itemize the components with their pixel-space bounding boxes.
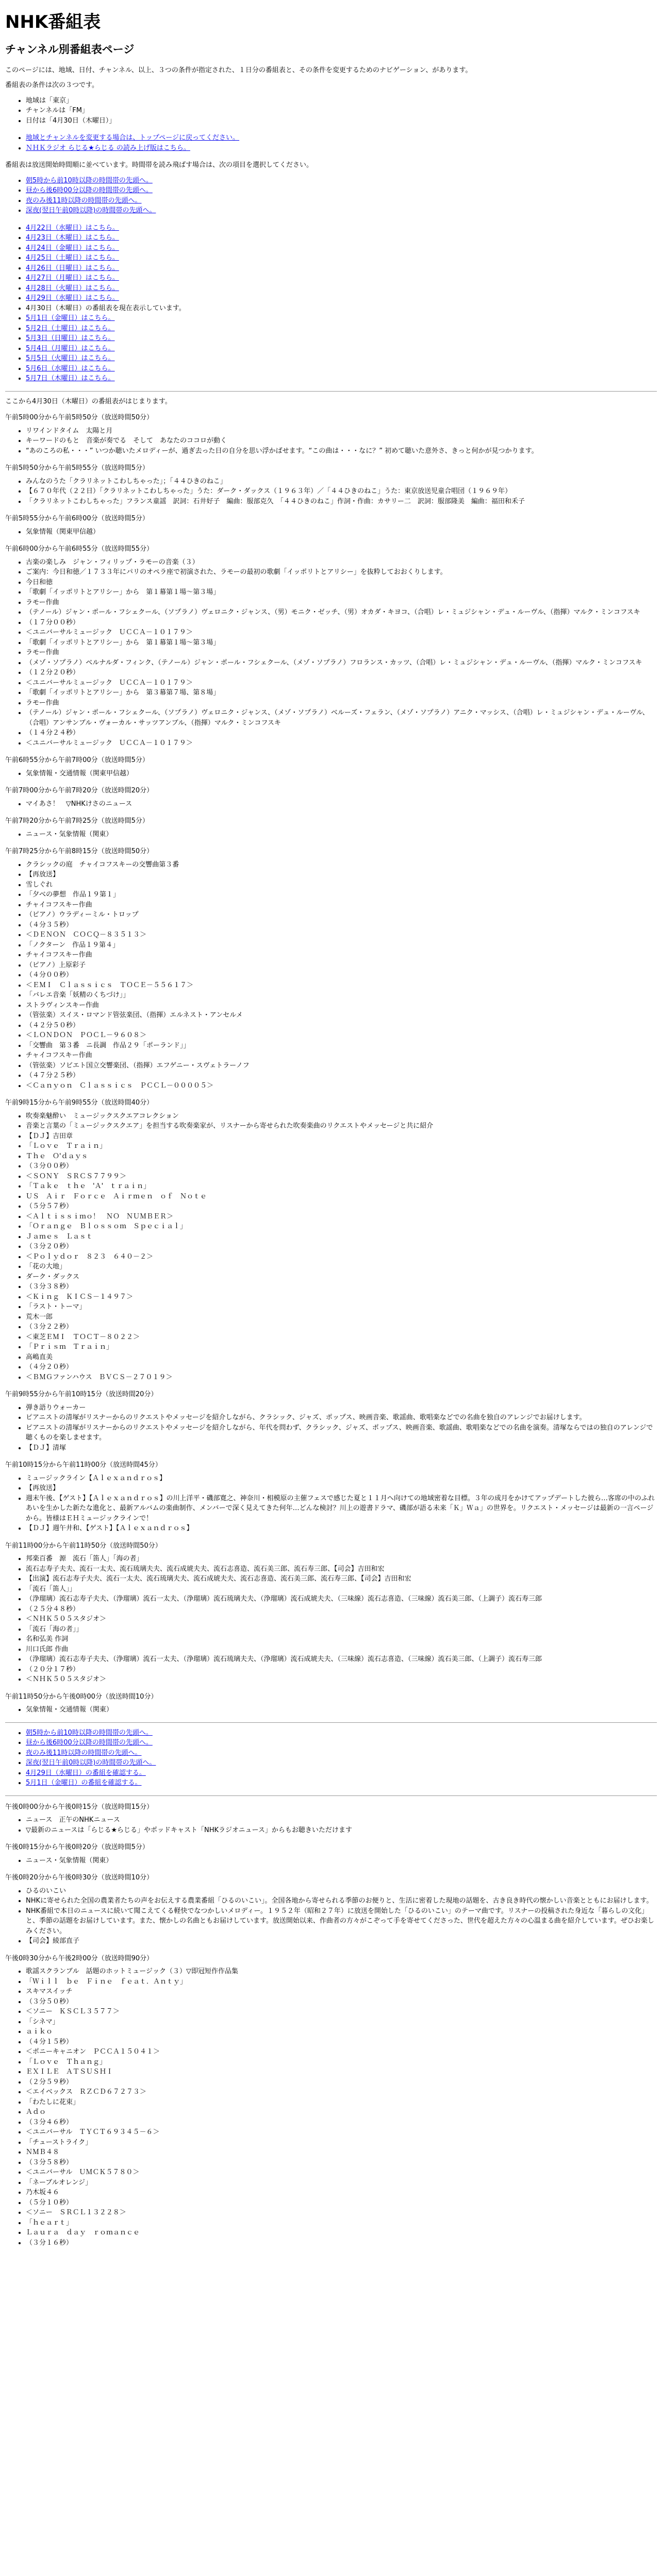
program-detail-line: • （ピアノ）ウラディーミル・トロップ bbox=[26, 910, 657, 920]
program-time: 午後0時15分から午後0時20分（放送時間5分） bbox=[5, 1843, 149, 1851]
date-link[interactable]: 5月5日（火曜日）はこちら。 bbox=[26, 354, 115, 362]
program-detail-line: • 「ラスト・トーマ」 bbox=[26, 1302, 657, 1312]
program-detail-line: • （４分１５秒） bbox=[26, 2037, 657, 2047]
program-detail-line: • “あのころの私・・・” いつか聴いたメロディーが、過ぎ去った日の自分を思い浮かばせます。“この曲は・・・なに？” 初めて聴いた意外さ、きっと何かが見つかります。 bbox=[26, 446, 657, 456]
program-detail-line: • 「流石「海の者」」 bbox=[26, 1624, 657, 1635]
program-detail-line: • 「歌劇「イッポリトとアリシー」から 第１幕第１場～第３場」 bbox=[26, 638, 657, 648]
program-detail-line: • ＜ソニー ＫＳＣＬ３５７７＞ bbox=[26, 2007, 657, 2017]
program-detail-line: • （５分１０秒） bbox=[26, 2198, 657, 2208]
program-time: 午前5時50分から午前5時55分（放送時間5分） bbox=[5, 464, 149, 472]
program-detail-line: • （２分５９秒） bbox=[26, 2077, 657, 2088]
program-detail-line: • （３分２２秒） bbox=[26, 1322, 657, 1332]
program-detail-line: • ＜ＮＨＫ５０５スタジオ＞ bbox=[26, 1674, 657, 1685]
program-detail-line: • ひるのいこい bbox=[26, 1886, 657, 1896]
program-list bbox=[5, 413, 657, 1715]
program-detail-line: • チャイコフスキー作曲 bbox=[26, 950, 657, 960]
program-detail-line: • Ｊａｍｅｓ Ｌａｓｔ bbox=[26, 1232, 657, 1242]
program-block bbox=[5, 1098, 657, 1382]
divider bbox=[5, 391, 657, 392]
program-details bbox=[5, 1473, 657, 1534]
program-detail-line: • ＜ＮＨＫ５０５スタジオ＞ bbox=[26, 1614, 657, 1624]
program-detail-line: • 気象情報（関東甲信越） bbox=[26, 527, 657, 537]
program-details bbox=[5, 527, 657, 537]
time-link-afternoon[interactable]: 昼から後6時00分以降の時間帯の先頭へ。 bbox=[26, 187, 153, 194]
program-detail-line: • 「ネーブルオレンジ」 bbox=[26, 2178, 657, 2188]
program-block bbox=[5, 463, 657, 506]
program-block bbox=[5, 1692, 657, 1715]
program-detail-line: • （管弦楽）スイス・ロマンド管弦楽団、（指揮）エルネスト・アンセルメ bbox=[26, 1010, 657, 1021]
program-block bbox=[5, 1842, 657, 1866]
program-detail-line: • （３分５８秒） bbox=[26, 2158, 657, 2168]
program-detail-line: • ＜ＬＯＮＤＯＮ ＰＯＣＬ－９６０８＞ bbox=[26, 1030, 657, 1041]
program-block bbox=[5, 1389, 657, 1453]
page-subtitle: チャンネル別番組表ページ bbox=[5, 43, 135, 56]
program-detail-line: • 「わたしに花束」 bbox=[26, 2097, 657, 2108]
program-detail-line: • ニュース・気象情報（関東） bbox=[26, 829, 657, 840]
program-detail-line: • 「Ｐｒｉｓｍ Ｔｒａｉｎ」 bbox=[26, 1342, 657, 1352]
program-detail-line: • ＜ユニバーサルミュージック ＵＣＣＡ－１０１７９＞ bbox=[26, 738, 657, 749]
time-links bbox=[5, 176, 657, 216]
program-time: 午前11時00分から午前11時50分（放送時間50分） bbox=[5, 1541, 162, 1550]
program-detail-line: • 【ＤＪ】清塚 bbox=[26, 1443, 657, 1453]
date-link[interactable]: 5月2日（土曜日）はこちら。 bbox=[26, 324, 115, 332]
program-block bbox=[5, 846, 657, 1091]
program-detail-line: • 「チューストライク」 bbox=[26, 2138, 657, 2148]
program-detail-line: • 乃木坂４６ bbox=[26, 2188, 657, 2198]
program-time: 午前9時15分から午前9時55分（放送時間40分） bbox=[5, 1099, 154, 1107]
program-detail-line: • 「歌劇「イッポリトとアリシー」から 第３幕第７場、第８場」 bbox=[26, 688, 657, 698]
program-block bbox=[5, 1541, 657, 1685]
program-detail-line: • ピアニストの清塚がリスナーからのリクエストやメッセージを紹介しながら、年代を問わず、クラシック、ジャズ、ポップス、映画音楽、歌謡曲、歌唱楽などでの名曲を演奏。清塚ならではの独自のアレンジで聴くものを楽しませます。 bbox=[26, 1423, 657, 1443]
page-title: NHK番組表 bbox=[5, 12, 101, 32]
program-detail-line: • 【６７０年代（２２日）「クラリネットこわしちゃった」うた：ダーク・ダックス（１９６３年）／「４４ひきのねこ」うた：東京放送児童合唱団（１９６９年） bbox=[26, 486, 657, 497]
nav-link[interactable]: 4月29日（水曜日）の番組を確認する。 bbox=[26, 1769, 146, 1777]
program-detail-line: • ＜Ｋｉｎｇ ＫＩＣＳ－１４９７＞ bbox=[26, 1292, 657, 1302]
program-block bbox=[5, 1954, 657, 2248]
date-link[interactable]: 4月29日（水曜日）はこちら。 bbox=[26, 294, 119, 302]
program-details bbox=[5, 1554, 657, 1685]
date-link[interactable]: 5月6日（水曜日）はこちら。 bbox=[26, 364, 115, 372]
nav-link[interactable]: 深夜(翌日午前0時以降)の時間帯の先頭へ。 bbox=[26, 1759, 156, 1767]
program-detail-line: • ＜ユニバーサル ＵＭＣＫ５７８０＞ bbox=[26, 2167, 657, 2178]
program-detail-line: • 歌謡スクランブル 話題のホットミュージック（３）▽即冠短作作品集 bbox=[26, 1967, 657, 1977]
program-detail-line: • ＜ＥＭＩ Ｃｌａｓｓｉｃｓ ＴＯＣＥ－５５６１７＞ bbox=[26, 980, 657, 991]
program-block bbox=[5, 514, 657, 537]
program-detail-line: • （１４分２４秒） bbox=[26, 728, 657, 738]
program-detail-line: • ＜Ａｌｔｉｓｓｉｍｏ！ ＮＯ ＮＵＭＢＥＲ＞ bbox=[26, 1212, 657, 1222]
program-block bbox=[5, 1460, 657, 1534]
program-time: 午前7時20分から午前7時25分（放送時間5分） bbox=[5, 817, 149, 825]
program-detail-line: • 週末午後、【ゲスト】【Ａｌｅｘａｎｄｒｏｓ】の川上洋平・磯部寛之、神奈川・相模原の主催フェスで感じた夏と１１月へ向けての地域密着な目標。３年の成月をかけてアップデートした彼ら…客席の中のふれあいを生かした新たな進化と、最新アルバムの楽曲制作、メンバーで深く見えてきた何年…どんな検討？川上の遊書ドラマ、磯部が語る未来「Ｋ」Ｗａ」の世界を。リクエスト・メッセージは最新の一言ページから。皆様はＥＨミュージックラインで！ bbox=[26, 1494, 657, 1524]
date-link[interactable]: 5月1日（金曜日）はこちら。 bbox=[26, 314, 115, 322]
program-detail-line: • 「交響曲 第３番 ニ長調 作品２９「ポーランド」」 bbox=[26, 1041, 657, 1051]
program-detail-line: • （１２分２０秒） bbox=[26, 668, 657, 678]
program-detail-line: • ＜ポニーキャニオン ＰＣＣＡ１５０４１＞ bbox=[26, 2047, 657, 2057]
condition-links bbox=[5, 133, 657, 153]
divider bbox=[5, 1795, 657, 1796]
program-time: 午前5時55分から午前6時00分（放送時間5分） bbox=[5, 515, 149, 522]
program-detail-line: • Ｔｈｅ Ｏ'ｄａｙｓ bbox=[26, 1151, 657, 1162]
time-link-late-night[interactable]: 深夜(翌日午前0時以降)の時間帯の先頭へ。 bbox=[26, 207, 156, 214]
program-time: 午前10時15分から午前11時00分（放送時間45分） bbox=[5, 1461, 162, 1469]
program-detail-line: • 「Ｏｒａｎｇｅ Ｂｌｏｓｓｏｍ Ｓｐｅｃｉａｌ」 bbox=[26, 1222, 657, 1232]
program-detail-line: • 「花の大地」 bbox=[26, 1262, 657, 1272]
program-detail-line: • 荒木一郎 bbox=[26, 1312, 657, 1323]
schedule-heading: ここから4月30日（木曜日）の番組表がはじまります。 bbox=[5, 397, 172, 405]
date-link[interactable]: 4月27日（月曜日）はこちら。 bbox=[26, 274, 119, 282]
program-detail-line: • （管弦楽）ソビエト国立交響楽団、（指揮）エフゲニー・スヴェトラーノフ bbox=[26, 1061, 657, 1071]
program-details bbox=[5, 769, 657, 779]
program-detail-line: • 今日和徳 bbox=[26, 578, 657, 588]
program-details bbox=[5, 1815, 657, 1835]
program-block bbox=[5, 1873, 657, 1946]
program-detail-line: • ＜ＤＥＮＯＮ ＣＯＣＱ－８３５１３＞ bbox=[26, 930, 657, 940]
program-detail-line: • ＜ユニバーサル ＴＹＣＴ６９３４５－６＞ bbox=[26, 2127, 657, 2138]
condition-region: • 地域は「東京」 bbox=[26, 96, 657, 106]
mid-links bbox=[5, 1728, 657, 1788]
program-detail-line: • 【司会】綾部直子 bbox=[26, 1936, 657, 1946]
condition-date: • 日付は「4月30日（木曜日）」 bbox=[26, 116, 657, 126]
program-detail-line: • ＥＸＩＬＥ ＡＴＳＵＳＨＩ bbox=[26, 2067, 657, 2077]
time-link-night[interactable]: 夜のみ後11時以降の時間帯の先頭へ。 bbox=[26, 196, 142, 205]
program-detail-line: • （３分１６秒） bbox=[26, 2238, 657, 2248]
program-detail-line: • マイあさ！ ▽NHKけさのニュース bbox=[26, 799, 657, 809]
program-detail-line: • ＜ユニバーサルミュージック ＵＣＣＡ－１０１７９＞ bbox=[26, 678, 657, 688]
program-block bbox=[5, 413, 657, 456]
program-detail-line: • ＵＳ Ａｉｒ Ｆｏｒｃｅ Ａｉｒｍｅｎ ｏｆ Ｎｏｔｅ bbox=[26, 1192, 657, 1202]
program-detail-line: • ミュージックライン【Ａｌｅｘａｎｄｒｏｓ】 bbox=[26, 1473, 657, 1484]
program-detail-line: • 「ｈｅａｒｔ」 bbox=[26, 2218, 657, 2228]
program-detail-line: • みんなのうた「クラリネットこわしちゃった」；「４４ひきのねこ」 bbox=[26, 477, 657, 487]
program-detail-line: • ａｉｋｏ bbox=[26, 2027, 657, 2037]
program-detail-line: • ＜ユニバーサルミュージック ＵＣＣＡ－１０１７９＞ bbox=[26, 628, 657, 638]
program-detail-line: • 「Ｌｏｖｅ Ｔｈａｎｇ」 bbox=[26, 2057, 657, 2067]
nav-link[interactable]: 朝5時から前10時以降の時間帯の先頭へ。 bbox=[26, 1728, 153, 1737]
program-detail-line: • ＜Ｃａｎｙｏｎ Ｃｌａｓｓｉｃｓ ＰＣＣＬ－００００５＞ bbox=[26, 1081, 657, 1091]
program-detail-line: • 「シネマ」 bbox=[26, 2017, 657, 2027]
program-block bbox=[5, 755, 657, 778]
program-details bbox=[5, 477, 657, 507]
nav-link[interactable]: 夜のみ後11時以降の時間帯の先頭へ。 bbox=[26, 1749, 142, 1757]
program-detail-line: • ニュース・気象情報（関東） bbox=[26, 1856, 657, 1866]
datetime-note: 番組表は放送開始時間順に並べています。時間帯を読み飛ばす場合は、次の項目を選択してください。 bbox=[5, 161, 313, 169]
program-time: 午前7時00分から午前7時20分（放送時間20分） bbox=[5, 787, 154, 794]
program-detail-line: • 「夕べの夢想 作品１９第１」 bbox=[26, 890, 657, 900]
date-current: 4月30日（木曜日）の番組表を現在表示しています。 bbox=[26, 304, 186, 312]
program-details bbox=[5, 860, 657, 1091]
program-detail-line: • ストラヴィンスキー作曲 bbox=[26, 1001, 657, 1011]
program-list-afternoon bbox=[5, 1802, 657, 2248]
program-details bbox=[5, 829, 657, 840]
program-detail-line: • キーワードのもと 音楽が奏でる そして あなたのココロが動く bbox=[26, 436, 657, 446]
date-link[interactable]: 5月4日（月曜日）はこちら。 bbox=[26, 344, 115, 352]
program-block bbox=[5, 544, 657, 748]
program-detail-line: • スキマスイッチ bbox=[26, 1987, 657, 1997]
program-detail-line: • （３分２０秒） bbox=[26, 1242, 657, 1252]
program-detail-line: • 「Ｗｉｌｌ ｂｅ Ｆｉｎｅ ｆｅａｔ．Ａｎｔｙ」 bbox=[26, 1977, 657, 1987]
program-detail-line: • （メゾ・ソプラノ）ベルナルダ・フィンク、（テノール）ジャン・ポール・フシェクール、（メゾ・ソプラノ）フロランス・カッツ、（合唱）レ・ミュジシャン・デュ・ルーヴル、（指揮）マルク・ミンコフスキ bbox=[26, 658, 657, 668]
program-detail-line: • ＜Ｐｏｌｙｄｏｒ ８２３ ６４０－２＞ bbox=[26, 1252, 657, 1262]
program-details bbox=[5, 1403, 657, 1453]
program-detail-line: • 古楽の楽しみ ジャン・フィリップ・ラモーの音楽（３） bbox=[26, 557, 657, 568]
program-detail-line: • （３分４６秒） bbox=[26, 2117, 657, 2128]
program-time: 午前11時50分から午後0時00分（放送時間10分） bbox=[5, 1692, 158, 1701]
program-detail-line: • ＮＭＢ４８ bbox=[26, 2147, 657, 2158]
program-details bbox=[5, 1705, 657, 1715]
program-detail-line: • ラモー作曲 bbox=[26, 648, 657, 658]
program-time: 午前6時55分から午前7時00分（放送時間5分） bbox=[5, 756, 149, 764]
change-region-link[interactable]: 地域とチャンネルを変更する場合は、トップページに戻ってください。 bbox=[26, 134, 240, 142]
date-link[interactable]: 5月3日（日曜日）はこちら。 bbox=[26, 334, 115, 342]
program-detail-line: • 吹奏楽魅酔い ミュージックスクエアコレクション bbox=[26, 1111, 657, 1122]
date-link[interactable]: 4月25日（土曜日）はこちら。 bbox=[26, 254, 119, 262]
program-block bbox=[5, 816, 657, 839]
program-detail-line: • NHKに寄せられた全国の農業者たちの声をお伝えする農業番組「ひるのいこい」。全国各地から寄せられる季節のお便りと、生活に密着した現地の話題を、古き良き時代の懐かしい音楽とともにお届けします。 bbox=[26, 1896, 657, 1906]
date-link[interactable]: 4月22日（水曜日）はこちら。 bbox=[26, 224, 119, 232]
program-detail-line: • チャイコフスキー作曲 bbox=[26, 900, 657, 910]
program-detail-line: • 【ＤＪ】週午井和、【ゲスト】【Ａｌｅｘａｎｄｒｏｓ】 bbox=[26, 1523, 657, 1534]
program-detail-line: • ＜ＢＭＧファンハウス ＢＶＣＳ－２７０１９＞ bbox=[26, 1372, 657, 1383]
nav-link[interactable]: 5月1日（金曜日）の番組を確認する。 bbox=[26, 1779, 142, 1787]
program-detail-line: • （３分５０秒） bbox=[26, 1997, 657, 2007]
program-detail-line: • ＜東芝ＥＭＩ ＴＯＣＴ－８０２２＞ bbox=[26, 1332, 657, 1343]
program-detail-line: • ラモー作曲 bbox=[26, 698, 657, 708]
program-detail-line: • ダーク・ダックス bbox=[26, 1272, 657, 1282]
program-detail-line: • 「流石「笛人」」 bbox=[26, 1584, 657, 1595]
program-detail-line: • リワインドタイム 太陽と月 bbox=[26, 426, 657, 436]
program-time: 午前9時55分から午前10時15分（放送時間20分） bbox=[5, 1391, 158, 1398]
program-detail-line: • ＜ソニー ＳＲＣＬ１３２２８＞ bbox=[26, 2208, 657, 2218]
program-detail-line: • 【再放送】 bbox=[26, 1483, 657, 1494]
program-detail-line: • 音楽と言葉の「ミュージックスクエア」を担当する吹奏楽家が、リスナーから寄せられた吹奏楽曲のリクエストやメッセージと共に紹介 bbox=[26, 1121, 657, 1131]
program-detail-line: • ピアニストの清塚がリスナーからのリクエストやメッセージを紹介しながら、クラシック、ジャズ、ポップス、映画音楽、歌謡曲、歌唱楽などでの名曲を独自のアレンジでお届けします。 bbox=[26, 1413, 657, 1423]
program-time: 午後0時00分から午後0時15分（放送時間15分） bbox=[5, 1803, 154, 1811]
program-detail-line: • 【出演】流石志寿子夫夫、流石一太夫、流石琉璃夫夫、流石成琥夫夫、流石志喜造、流石美三郎、流石寿三郎、【司会】吉田和宏 bbox=[26, 1574, 657, 1584]
program-time: 午後0時20分から午後0時30分（放送時間10分） bbox=[5, 1874, 154, 1882]
program-time: 午前6時00分から午前6時55分（放送時間55分） bbox=[5, 545, 154, 553]
intro-text: このページには、地域、日付、チャンネル、以上、３つの条件が指定された、１日分の番組表と、その条件を変更するためのナビゲーション、があります。 bbox=[5, 66, 472, 74]
program-details bbox=[5, 1111, 657, 1383]
program-detail-line: • 名和弘美 作詞 bbox=[26, 1634, 657, 1645]
conditions-list bbox=[5, 96, 657, 126]
program-detail-line: • ▽最新のニュースは「らじる★らじる」やポッドキャスト「NHKラジオニュース」からもお聴きいただけます bbox=[26, 1825, 657, 1836]
date-links bbox=[5, 223, 657, 384]
program-detail-line: • 「バレエ音楽「妖精のくちづけ」」 bbox=[26, 990, 657, 1001]
program-detail-line: • （３分００秒） bbox=[26, 1161, 657, 1172]
date-link[interactable]: 5月7日（木曜日）はこちら。 bbox=[26, 375, 115, 382]
program-detail-line: • ラモー作曲 bbox=[26, 598, 657, 608]
program-detail-line: • 弾き語りウォーカー bbox=[26, 1403, 657, 1413]
program-detail-line: • NHK番組で本日のニュースに続いて聞こえてくる軽快でなつかしいメロディー。１９５２年（昭和２７年）に放送を開始した「ひるのいこい」のテーマ曲です。リスナーの投稿された身近な「暮らしの文化」と、季節の話題をお届けしています。また、懐かしの名曲ともお届けしています。放送開始以来、作曲者の方々がこぞって手を寄せてくださった、世代を超えた方々の心温まる曲を紹介しています。ぜひお楽しみください。 bbox=[26, 1906, 657, 1937]
date-link[interactable]: 4月23日（木曜日）はこちら。 bbox=[26, 234, 119, 242]
program-detail-line: • ＜ＳＯＮＹ ＳＲＣＳ７７９９＞ bbox=[26, 1172, 657, 1182]
program-detail-line: • Ａｄｏ bbox=[26, 2107, 657, 2117]
program-block bbox=[5, 1802, 657, 1836]
program-details bbox=[5, 1967, 657, 2248]
program-detail-line: • ご案内：今日和徳／１７３３年にパリのオペラ座で初演された、ラモーの最初の歌劇「イッポリトとアリシー」を抜粋しておおくりします。 bbox=[26, 567, 657, 578]
program-detail-line: • （浄瑠璃）流石志寿子夫夫、（浄瑠璃）流石一太夫、（浄瑠璃）流石琉璃夫夫、（浄瑠璃）流石成琥夫夫、（三味線）流石志喜造、（三味線）流石美三郎、（上調子）流石寿三郎 bbox=[26, 1594, 657, 1604]
program-detail-line: • （４分２０秒） bbox=[26, 1362, 657, 1372]
program-details bbox=[5, 1886, 657, 1946]
program-detail-line: • 川口氏郎 作曲 bbox=[26, 1645, 657, 1655]
program-time: 午前5時00分から午前5時50分（放送時間50分） bbox=[5, 414, 154, 421]
program-detail-line: • Ｌａｕｒａ ｄａｙ ｒｏｍａｎｃｅ bbox=[26, 2228, 657, 2238]
program-detail-line: • （４分３５秒） bbox=[26, 920, 657, 930]
program-detail-line: • 高嶋直美 bbox=[26, 1352, 657, 1363]
program-detail-line: • 「歌劇「イッポリトとアリシー」から 第１幕第１場～第３場」 bbox=[26, 587, 657, 598]
time-link-morning[interactable]: 朝5時から前10時以降の時間帯の先頭へ。 bbox=[26, 176, 153, 184]
program-block bbox=[5, 786, 657, 809]
program-time: 午後0時30分から午後2時00分（放送時間90分） bbox=[5, 1954, 154, 1962]
program-detail-line: • 流石志寿子夫夫、流石一太夫、流石琉璃夫夫、流石成琥夫夫、流石志喜造、流石美三郎、流石寿三郎、【司会】吉田和宏 bbox=[26, 1564, 657, 1574]
program-detail-line: • 「Ｌｏｖｅ Ｔｒａｉｎ」 bbox=[26, 1141, 657, 1151]
program-detail-line: • （浄瑠璃）流石志寿子夫夫、（浄瑠璃）流石一太夫、（浄瑠璃）流石琉璃夫夫、（浄瑠璃）流石成琥夫夫、（三味線）流石志喜造、（三味線）流石美三郎、（上調子）流石寿三郎 bbox=[26, 1654, 657, 1665]
program-detail-line: • （４７分２５秒） bbox=[26, 1071, 657, 1081]
program-detail-line: • 「クラリネットこわしちゃった」フランス童謡 訳詞：石井好子 編曲：服部克久 「４４ひきのねこ」作詞・作曲：カサリー二 訳詞：服部隆美 編曲：福田和禾子 bbox=[26, 497, 657, 507]
program-detail-line: • （４分００秒） bbox=[26, 970, 657, 980]
radiru-link[interactable]: ＮＨＫラジオ らじる★らじる の読み上げ版はこちら。 bbox=[26, 144, 190, 152]
program-detail-line: • （４２分５０秒） bbox=[26, 1021, 657, 1031]
program-details bbox=[5, 1856, 657, 1866]
program-detail-line: • チャイコフスキー作曲 bbox=[26, 1050, 657, 1061]
program-details bbox=[5, 557, 657, 749]
program-detail-line: • （２５分４８秒） bbox=[26, 1604, 657, 1615]
program-detail-line: • （テノール）ジャン・ポール・フシェクール、（ソプラノ）ヴェロニク・ジャンス、（男）モニク・ゼッチ、（男）オカダ・キヨコ、（合唱）レ・ミュジシャン・デュ・ルーヴル、（指揮）マルク・ミンコフスキ bbox=[26, 607, 657, 618]
program-detail-line: • （テノール）ジャン・ポール・フシェクール、（ソプラノ）ヴェロニク・ジャンス、（メゾ・ソプラノ）ベルーズ・フェラン、（メゾ・ソプラノ）アニク・マッシス、（合唱）レ・ミュジシャン・デュ・ルーヴル、（合唱）アンサンブル・ヴォーカル・サッツアンブル、（指揮）マルク・ミンコフスキ bbox=[26, 708, 657, 728]
program-detail-line: • 「ノクターン 作品１９第４」 bbox=[26, 940, 657, 951]
program-detail-line: • 気象情報・交通情報（関東甲信越） bbox=[26, 769, 657, 779]
program-detail-line: • （１７分００秒） bbox=[26, 618, 657, 628]
program-detail-line: • （ピアノ）上原彩子 bbox=[26, 960, 657, 971]
program-detail-line: • （３分３８秒） bbox=[26, 1282, 657, 1292]
program-detail-line: • クラシックの庭 チャイコフスキーの交響曲第３番 bbox=[26, 860, 657, 870]
date-link[interactable]: 4月26日（日曜日）はこちら。 bbox=[26, 264, 119, 272]
program-detail-line: • （５分５７秒） bbox=[26, 1201, 657, 1212]
program-detail-line: • 邦楽百番 源 流石「笛人」「海の者」 bbox=[26, 1554, 657, 1564]
program-detail-line: • 【ＤＪ】吉田章 bbox=[26, 1131, 657, 1142]
divider bbox=[5, 1722, 657, 1723]
program-detail-line: • （２０分１７秒） bbox=[26, 1665, 657, 1675]
condition-channel: • チャンネルは「FM」 bbox=[26, 106, 657, 116]
program-detail-line: • ニュース 正午のNHKニュース bbox=[26, 1815, 657, 1825]
nav-link[interactable]: 昼から後6時00分以降の時間帯の先頭へ。 bbox=[26, 1739, 153, 1747]
program-details bbox=[5, 426, 657, 456]
conditions-heading: 番組表の条件は次の３つです。 bbox=[5, 81, 98, 89]
program-time: 午前7時25分から午前8時15分（放送時間50分） bbox=[5, 848, 154, 855]
program-detail-line: • 「Ｔａｋｅ ｔｈｅ 'Ａ' ｔｒａｉｎ」 bbox=[26, 1181, 657, 1192]
program-detail-line: • 【再放送】 bbox=[26, 870, 657, 880]
program-detail-line: • ＜エイベックス ＲＺＣＤ６７２７３＞ bbox=[26, 2087, 657, 2097]
program-detail-line: • 雪しぐれ bbox=[26, 880, 657, 890]
date-link[interactable]: 4月24日（金曜日）はこちら。 bbox=[26, 244, 119, 252]
date-link[interactable]: 4月28日（火曜日）はこちら。 bbox=[26, 284, 119, 292]
program-detail-line: • 気象情報・交通情報（関東） bbox=[26, 1705, 657, 1715]
program-details bbox=[5, 799, 657, 809]
